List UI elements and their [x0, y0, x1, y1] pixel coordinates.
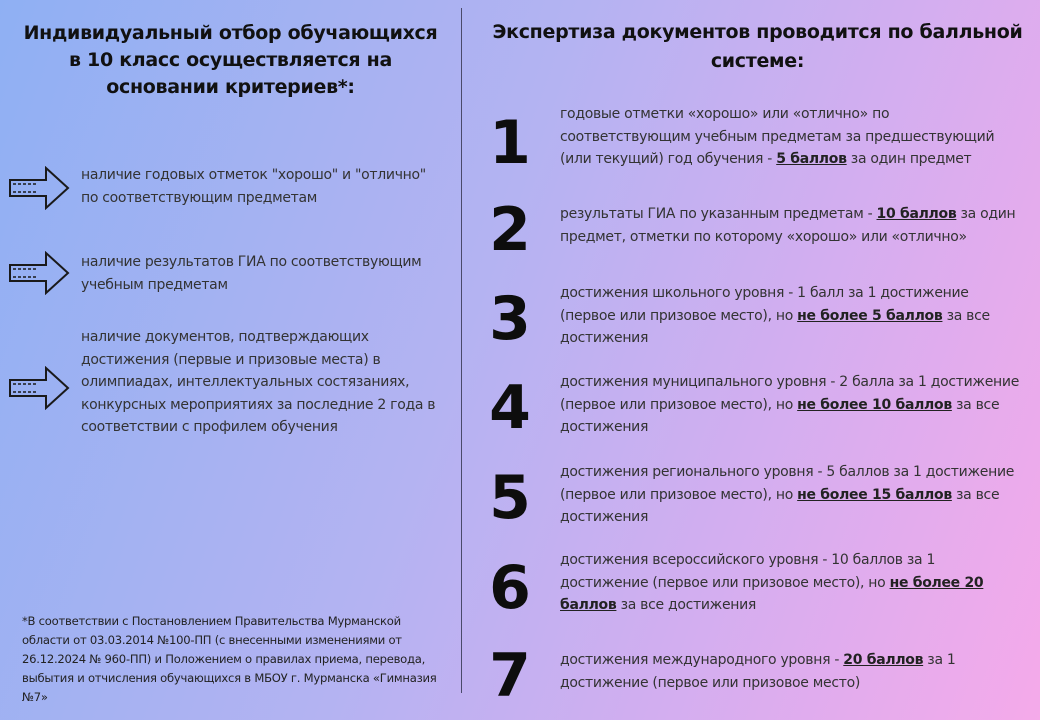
left-heading: Индивидуальный отбор обучающихся в 10 класс осуществляется на основании критериев*: — [23, 22, 438, 98]
item-description: достижения международного уровня - 20 баллов за 1 достижение (первое или призовое место) — [560, 652, 956, 691]
points-highlight: не более 20 баллов — [560, 574, 984, 613]
item-description: достижения муниципального уровня - 2 балла за 1 достижение (первое или призовое место), но не более 10 баллов за все достижения — [560, 374, 1020, 435]
item-description: достижения регионального уровня - 5 баллов за 1 достижение (первое или призовое место), но не более 15 баллов за все достижения — [560, 464, 1015, 525]
item-number: 7 — [489, 641, 531, 711]
points-highlight: не более 10 баллов — [797, 396, 952, 413]
arrow-right-icon — [8, 251, 70, 295]
points-highlight: 5 баллов — [776, 151, 847, 167]
points-highlight: не более 15 баллов — [797, 486, 952, 503]
arrow-right-icon — [8, 166, 70, 210]
item-number: 3 — [489, 284, 531, 354]
item-description: годовые отметки «хорошо» или «отлично» по соответствующим учебным предметам за предшествующий (или текущий) год обучения - 5 баллов за один предмет — [560, 106, 995, 167]
points-highlight: не более 5 баллов — [797, 307, 943, 324]
item-number: 1 — [489, 108, 531, 178]
item-description: достижения школьного уровня - 1 балл за 1 достижение (первое или призовое место), но не более 5 баллов за все достижения — [560, 285, 990, 346]
item-number: 2 — [489, 195, 531, 265]
item-description: достижения всероссийского уровня - 10 баллов за 1 достижение (первое или призовое место), но не более 20 баллов за все достижения — [560, 552, 984, 613]
points-highlight: 10 баллов — [876, 206, 957, 222]
item-number: 4 — [489, 373, 531, 443]
points-highlight: 20 баллов — [843, 652, 924, 668]
arrow-right-icon — [8, 366, 70, 410]
footnote: *В соответствии с Постановлением Правительства Мурманской области от 03.03.2014 №100-ПП (с внесенными изменениями от 26.12.2024 № 960-ПП) и Положением о правилах приема, перевода, выбытия и отчисления обучающихся в МБОУ г. Мурманска «Гимназия №7» — [22, 614, 437, 704]
criterion-text: наличие документов, подтверждающих достижения (первые и призовые места) в олимпиадах, интеллектуальных состязаниях, конкурсных мероприятиях за последние 2 года в соответствии с профилем обучения — [81, 329, 436, 435]
item-number: 5 — [489, 463, 531, 533]
item-description: результаты ГИА по указанным предметам - 10 баллов за один предмет, отметки по которому «хорошо» или «отлично» — [560, 206, 1016, 245]
criterion-text: наличие годовых отметок "хорошо" и "отлично" по соответствующим предметам — [81, 167, 426, 206]
column-divider — [461, 8, 462, 693]
right-heading: Экспертиза документов проводится по балльной системе: — [492, 21, 1023, 72]
item-number: 6 — [489, 553, 531, 623]
criterion-text: наличие результатов ГИА по соответствующим учебным предметам — [81, 254, 422, 293]
